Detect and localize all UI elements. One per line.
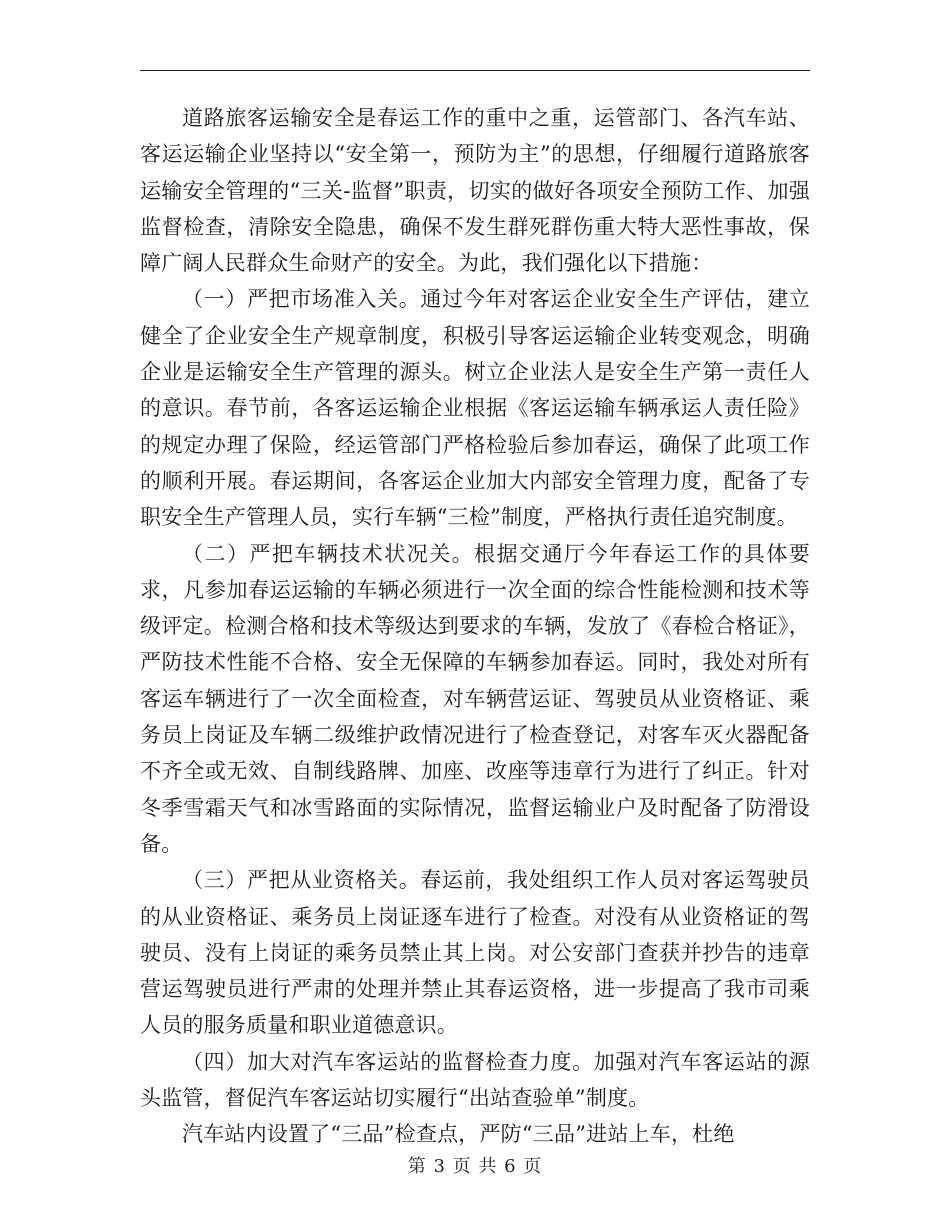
paragraph-intro: 道路旅客运输安全是春运工作的重中之重，运管部门、各汽车站、客运运输企业坚持以“安全第一，预防为主”的思想，仔细履行道路旅客运输安全管理的“三关-监督”职责，切实的做好各项安全预防工作、加强监督检查，清除安全隐患，确保不发生群死群伤重大特大恶性事故，保障广阔人民群众生命财产的安全。为此，我们强化以下措施： [140, 106, 810, 276]
paragraph-qualification: （三）严把从业资格关。春运前，我处组织工作人员对客运驾驶员的从业资格证、乘务员上岗证逐车进行了检查。对没有从业资格证的驾驶员、没有上岗证的乘务员禁止其上岗。对公安部门查获并抄告的违章营运驾驶员进行严肃的处理并禁止其春运资格，进一步提高了我市司乘人员的服务质量和职业道德意识。 [140, 868, 810, 1038]
header-rule [140, 70, 810, 71]
page-number-footer: 第 3 页 共 6 页 [407, 1156, 543, 1177]
paragraph-station-checkpoints: 汽车站内设置了“三品”检查点，严防“三品”进站上车，杜绝 [182, 1122, 735, 1147]
document-body [140, 100, 810, 1153]
paragraph-market-access: （一）严把市场准入关。通过今年对客运企业安全生产评估，建立健全了企业安全生产规章制度，积极引导客运运输企业转变观念，明确企业是运输安全生产管理的源头。树立企业法人是安全生产第一责任人的意识。春节前，各客运运输企业根据《客运运输车辆承运人责任险》的规定办理了保险，经运管部门严格检验后参加春运，确保了此项工作的顺利开展。春运期间，各客运企业加大内部安全管理力度，配备了专职安全生产管理人员，实行车辆“三检”制度，严格执行责任追究制度。 [140, 287, 810, 530]
paragraph-station-supervision: （四）加大对汽车客运站的监督检查力度。加强对汽车客运站的源头监管，督促汽车客运站切实履行“出站查验单”制度。 [140, 1049, 810, 1111]
paragraph-vehicle-condition: （二）严把车辆技术状况关。根据交通厅今年春运工作的具体要求，凡参加春运运输的车辆必须进行一次全面的综合性能检测和技术等级评定。检测合格和技术等级达到要求的车辆，发放了《春检合格证》，严防技术性能不合格、安全无保障的车辆参加春运。同时，我处对所有客运车辆进行了一次全面检查，对车辆营运证、驾驶员从业资格证、乘务员上岗证及车辆二级维护政情况进行了检查登记，对客车灭火器配备不齐全或无效、自制线路牌、加座、改座等违章行为进行了纠正。针对冬季雪霜天气和冰雪路面的实际情况，监督运输业户及时配备了防滑设备。 [140, 541, 810, 856]
